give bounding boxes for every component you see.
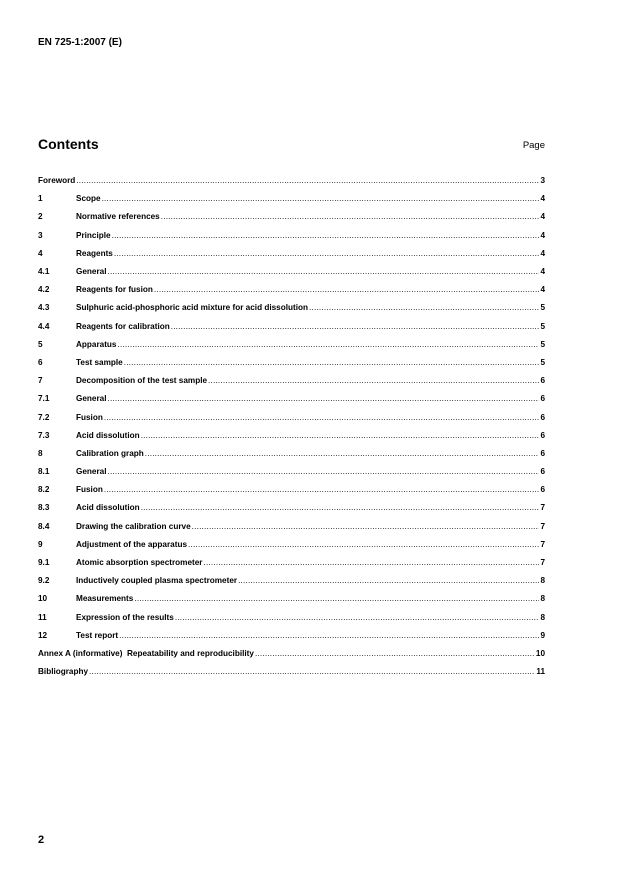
toc-entry-number: 6 [38,357,43,367]
toc-entry-number: 10 [38,594,48,604]
dot-leader [108,394,540,404]
dot-leader [89,667,535,677]
toc-entry-title: Atomic absorption spectrometer [76,558,203,568]
toc-entry-apparatus[interactable] [38,336,545,354]
toc-entry-title: Scope [76,194,101,204]
toc-entry-drawing-calibration-curve[interactable] [38,518,545,536]
dot-leader [112,231,540,241]
toc-entry-decomposition-general[interactable] [38,390,545,408]
toc-entry-decomposition-acid-dissolution[interactable] [38,427,545,445]
toc-entry-calibration-acid-dissolution[interactable] [38,499,545,517]
toc-entry-reagents-for-fusion[interactable] [38,281,545,299]
toc-entry-calibration-graph[interactable] [38,445,545,463]
toc-entry-decomposition[interactable] [38,372,545,390]
toc-entry-title: Normative references [76,212,160,222]
dot-leader [108,467,540,477]
toc-entry-number: 1 [38,194,43,204]
toc-entry-number: 5 [38,339,43,349]
toc-entry-title: Test report [76,630,119,640]
toc-entry-reagents[interactable] [38,245,545,263]
dot-leader [161,212,540,222]
toc-entry-title: Bibliography [38,667,89,677]
toc-entry-title: Foreword [38,176,76,186]
toc-entry-number: 8.2 [38,485,50,495]
toc-entry-number: 8.1 [38,467,50,477]
toc-entry-number: 7.3 [38,430,50,440]
dot-leader [141,503,540,513]
dot-leader [119,631,539,641]
dot-leader [102,194,540,204]
toc-entry-title: Measurements [76,594,134,604]
toc-entry-icp-spectrometer[interactable] [38,572,545,590]
page-column-label: Page [522,140,545,151]
dot-leader [108,267,540,277]
toc-entry-decomposition-fusion[interactable] [38,408,545,426]
dot-leader [188,540,539,550]
toc-entry-page: 8 [540,612,545,622]
toc-entry-test-report[interactable] [38,627,545,645]
toc-entry-page: 4 [540,285,545,295]
toc-entry-page: 6 [540,485,545,495]
toc-entry-number: 9.2 [38,576,50,586]
toc-entry-page: 4 [540,212,545,222]
dot-leader [192,522,540,532]
toc-entry-number: 2 [38,212,43,222]
toc-entry-title: General [76,394,107,404]
toc-entry-number: 11 [38,612,47,622]
toc-entry-title: Test sample [76,357,123,367]
toc-entry-page: 6 [540,430,545,440]
toc-entry-foreword[interactable] [38,172,545,190]
toc-entry-title: Calibration graph [76,448,144,458]
toc-entry-page: 5 [540,357,545,367]
toc-entry-page: 11 [536,667,545,677]
toc-entry-title: Fusion [76,485,103,495]
toc-entry-number: 4.4 [38,321,50,331]
dot-leader [114,249,540,259]
dot-leader [145,449,540,459]
toc-entry-title: Sulphuric acid-phosphoric acid mixture for acid dissolution [76,303,309,313]
toc-entry-page: 6 [540,467,545,477]
document-id-header: EN 725-1:2007 (E) [38,37,122,48]
dot-leader [208,376,539,386]
toc-entry-page: 6 [540,394,545,404]
toc-entry-page: 9 [540,630,545,640]
toc-entry-number: 4.2 [38,285,50,295]
dot-leader [118,340,540,350]
toc-entry-page: 8 [540,594,545,604]
toc-entry-title: Reagents [76,248,113,258]
toc-entry-page: 4 [540,267,545,277]
toc-entry-number: 12 [38,630,48,640]
dot-leader [203,558,539,568]
toc-entry-number: 3 [38,230,43,240]
dot-leader [175,613,540,623]
toc-entry-page: 4 [540,194,545,204]
toc-entry-page: 5 [540,321,545,331]
toc-entry-reagents-general[interactable] [38,263,545,281]
toc-entry-measurements[interactable] [38,590,545,608]
toc-entry-reagents-for-calibration[interactable] [38,318,545,336]
dot-leader [238,576,539,586]
toc-entry-scope[interactable] [38,190,545,208]
toc-entry-title: General [76,267,107,277]
toc-entry-normative-references[interactable] [38,208,545,226]
toc-entry-title: Principle [76,230,111,240]
toc-entry-title: Fusion [76,412,103,422]
toc-entry-number: 7.2 [38,412,50,422]
toc-entry-annex-a[interactable] [38,645,545,663]
toc-entry-title: Reagents for fusion [76,285,153,295]
toc-entry-page: 6 [540,376,545,386]
dot-leader [154,285,540,295]
dot-leader [255,649,535,659]
toc-entry-title: General [76,467,107,477]
toc-entry-page: 5 [540,339,545,349]
toc-entry-test-sample[interactable] [38,354,545,372]
toc-entry-title: Decomposition of the test sample [76,376,208,386]
toc-entry-title: Apparatus [76,339,117,349]
toc-entry-calibration-general[interactable] [38,463,545,481]
dot-leader [104,485,540,495]
toc-entry-calibration-fusion[interactable] [38,481,545,499]
toc-entry-number: 7.1 [38,394,50,404]
contents-title: Contents [38,136,99,152]
toc-entry-number: 9 [38,539,43,549]
toc-entry-number: 8.4 [38,521,50,531]
toc-entry-bibliography[interactable] [38,663,545,681]
toc-entry-page: 7 [540,503,545,513]
toc-entry-number: 7 [38,376,43,386]
toc-entry-page: 3 [540,176,545,186]
toc-entry-page: 7 [540,558,545,568]
toc-entry-expression-of-results[interactable] [38,609,545,627]
toc-entry-page: 6 [540,412,545,422]
toc-entry-page: 7 [540,539,545,549]
toc-entry-page: 4 [540,230,545,240]
page-number: 2 [38,834,45,846]
toc-entry-number: 9.1 [38,558,50,568]
dot-leader [309,303,539,313]
toc-entry-page: 4 [540,248,545,258]
toc-entry-title: Annex A (informative) Repeatability and reproducibility [38,648,254,658]
toc-entry-acid-mixture[interactable] [38,299,545,317]
dot-leader [171,322,540,332]
toc-entry-page: 6 [540,448,545,458]
toc-entry-number: 8 [38,448,43,458]
toc-entry-title: Acid dissolution [76,430,140,440]
toc-entry-principle[interactable] [38,227,545,245]
toc-entry-page: 5 [540,303,545,313]
toc-entry-page: 10 [535,648,545,658]
toc-entry-page: 8 [540,576,545,586]
toc-entry-number: 4 [38,248,43,258]
dot-leader [124,358,540,368]
toc-entry-title: Acid dissolution [76,503,140,513]
toc-entry-title: Reagents for calibration [76,321,170,331]
toc-entry-title: Inductively coupled plasma spectrometer [76,576,238,586]
toc-entry-title: Drawing the calibration curve [76,521,191,531]
toc-entry-page: 7 [540,521,545,531]
dot-leader [141,431,540,441]
toc-entry-title: Expression of the results [76,612,174,622]
toc-entry-atomic-absorption[interactable] [38,554,545,572]
table-of-contents [38,172,545,681]
dot-leader [104,413,540,423]
toc-entry-title: Adjustment of the apparatus [76,539,187,549]
toc-entry-number: 8.3 [38,503,50,513]
dot-leader [134,594,539,604]
toc-entry-number: 4.3 [38,303,50,313]
toc-entry-number: 4.1 [38,267,50,277]
toc-entry-adjustment-of-apparatus[interactable] [38,536,545,554]
dot-leader [76,176,539,186]
